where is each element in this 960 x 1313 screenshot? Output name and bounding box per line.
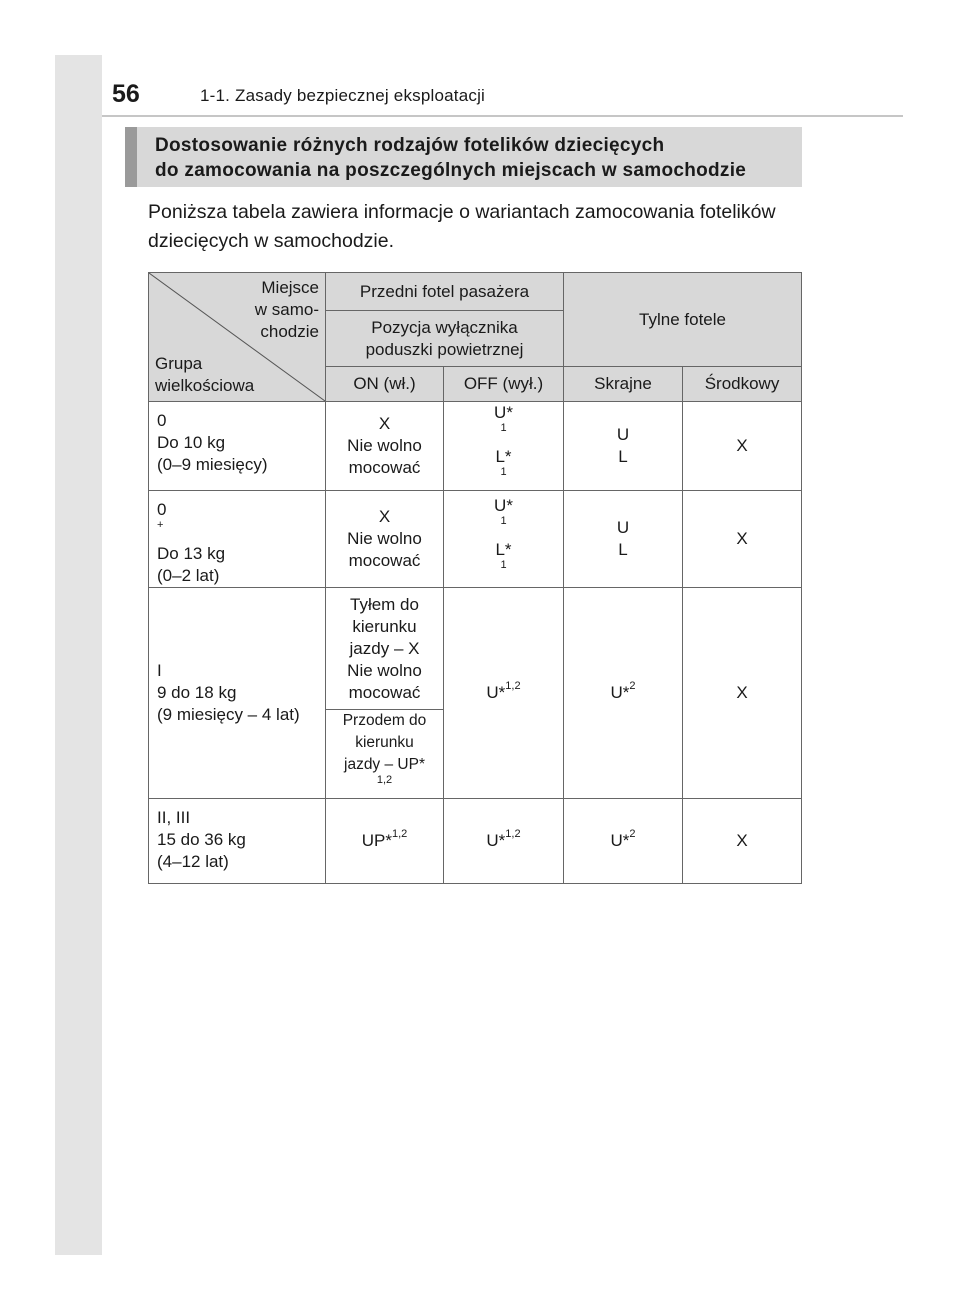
corner-label-seat (255, 277, 319, 343)
col-on-header: ON (wł.) (326, 367, 444, 402)
cell-text: U* (610, 831, 630, 850)
airbag-on-forward-facing-cell (326, 710, 444, 799)
group-line: (0–9 miesięcy) (157, 455, 268, 474)
footnote-mark: 1,2 (505, 680, 521, 693)
section-title-box (125, 127, 802, 187)
footnote-mark: 1 (500, 422, 507, 435)
cell-line (444, 402, 563, 446)
cell-line: mocować (348, 551, 421, 570)
cell-text: U* (486, 831, 506, 850)
rear-outer-cell (564, 799, 683, 884)
airbag-off-cell (444, 491, 564, 588)
cell-text: U* (494, 403, 513, 422)
group-superscript: + (157, 519, 164, 532)
header-rule (102, 115, 903, 117)
group-line: (0–2 lat) (157, 566, 220, 585)
footnote-mark: 1 (500, 515, 507, 528)
corner-seat-line: Miejsce (261, 278, 319, 297)
group-cell (149, 588, 326, 799)
table-row (149, 799, 802, 884)
group-line: 0 (157, 411, 167, 430)
footnote-mark: 1 (500, 559, 507, 572)
cell-line: X (378, 507, 391, 526)
cell-line: U (616, 425, 630, 444)
rear-center-cell: X (683, 491, 802, 588)
rear-center-cell: X (683, 402, 802, 491)
cell-line: X (378, 414, 391, 433)
corner-label-group (155, 353, 254, 397)
cell-line (444, 446, 563, 490)
footnote-mark: 1,2 (391, 828, 408, 841)
rear-seats-header: Tylne fotele (564, 273, 802, 367)
group-line: (9 miesięcy – 4 lat) (157, 705, 300, 724)
group-line: II, III (157, 808, 191, 827)
airbag-switch-line: poduszki powietrznej (365, 339, 524, 359)
cell-line: mocować (348, 458, 421, 477)
cell-line: L (618, 540, 628, 559)
airbag-on-cell (326, 799, 444, 884)
col-center-header: Środkowy (683, 367, 802, 402)
cell-line: kierunku (355, 734, 414, 751)
footnote-mark: 1,2 (505, 828, 521, 841)
airbag-off-cell (444, 799, 564, 884)
intro-paragraph: Poniższa tabela zawiera informacje o wariantach zamocowania fotelików dziecięcych w samochodzie. (148, 201, 776, 252)
airbag-off-cell (444, 402, 564, 491)
cell-text: UP* (361, 831, 392, 850)
group-line: I (157, 661, 162, 680)
group-line: 15 do 36 kg (157, 830, 246, 849)
cell-text: L* (495, 447, 512, 466)
corner-seat-line: chodzie (260, 322, 319, 341)
cell-line: Nie wolno (347, 660, 422, 680)
airbag-on-cell (326, 402, 444, 491)
rear-outer-cell (564, 491, 683, 588)
cell-line: Nie wolno (347, 436, 422, 455)
cell-line: Tyłem do (350, 594, 419, 614)
rear-center-cell: X (683, 799, 802, 884)
header-row-1 (149, 273, 802, 311)
airbag-on-rear-facing-cell (326, 588, 444, 710)
cell-text: jazdy – UP* (344, 756, 425, 773)
group-line: 9 do 18 kg (157, 683, 237, 702)
footnote-mark: 1 (500, 466, 507, 479)
cell-line: mocować (348, 682, 421, 702)
section-title (155, 133, 746, 183)
rear-center-cell: X (683, 588, 802, 799)
cell-text: U* (486, 683, 506, 702)
group-cell (149, 402, 326, 491)
group-cell (149, 491, 326, 588)
group-line (157, 499, 325, 543)
cell-line: Przodem do (342, 712, 427, 729)
group-cell (149, 799, 326, 884)
cell-line: U (616, 518, 630, 537)
rear-outer-cell (564, 588, 683, 799)
cell-line: Nie wolno (347, 529, 422, 548)
corner-seat-line: w samo- (254, 300, 319, 319)
corner-group-line: Grupa (155, 354, 203, 373)
table-row (149, 588, 802, 710)
cell-line (326, 754, 443, 798)
cell-line: L (618, 447, 628, 466)
airbag-switch-header (326, 311, 564, 367)
rear-outer-cell (564, 402, 683, 491)
cell-line (444, 495, 563, 539)
footnote-mark: 2 (629, 680, 636, 693)
cell-line (444, 539, 563, 583)
airbag-off-cell (444, 588, 564, 799)
corner-header-cell (149, 273, 326, 402)
cell-text: L* (495, 540, 512, 559)
group-line: (4–12 lat) (157, 852, 229, 871)
cell-text: U* (610, 683, 630, 702)
table-row (149, 402, 802, 491)
airbag-switch-line: Pozycja wyłącznika (371, 317, 518, 337)
section-heading: 1-1. Zasady bezpiecznej eksploatacji (200, 86, 486, 105)
page-number: 56 (112, 80, 140, 108)
child-seat-table (148, 272, 802, 884)
footnote-mark: 2 (629, 828, 636, 841)
cell-text: U* (494, 496, 513, 515)
group-line: Do 13 kg (157, 544, 226, 563)
section-title-line-1: Dostosowanie różnych rodzajów fotelików dziecięcych (155, 135, 665, 156)
side-tab-bar (55, 55, 102, 1255)
front-seat-header: Przedni fotel pasażera (326, 273, 564, 311)
col-outer-header: Skrajne (564, 367, 683, 402)
corner-group-line: wielkościowa (155, 376, 255, 395)
footnote-mark: 1,2 (376, 773, 393, 786)
col-off-header: OFF (wył.) (444, 367, 564, 402)
table-row (149, 491, 802, 588)
cell-line: jazdy – X (349, 638, 420, 658)
section-title-line-2: do zamocowania na poszczególnych miejscach w samochodzie (155, 160, 747, 181)
airbag-on-cell (326, 491, 444, 588)
cell-line: kierunku (352, 616, 417, 636)
group-line: Do 10 kg (157, 433, 226, 452)
group-label: 0 (157, 500, 167, 519)
